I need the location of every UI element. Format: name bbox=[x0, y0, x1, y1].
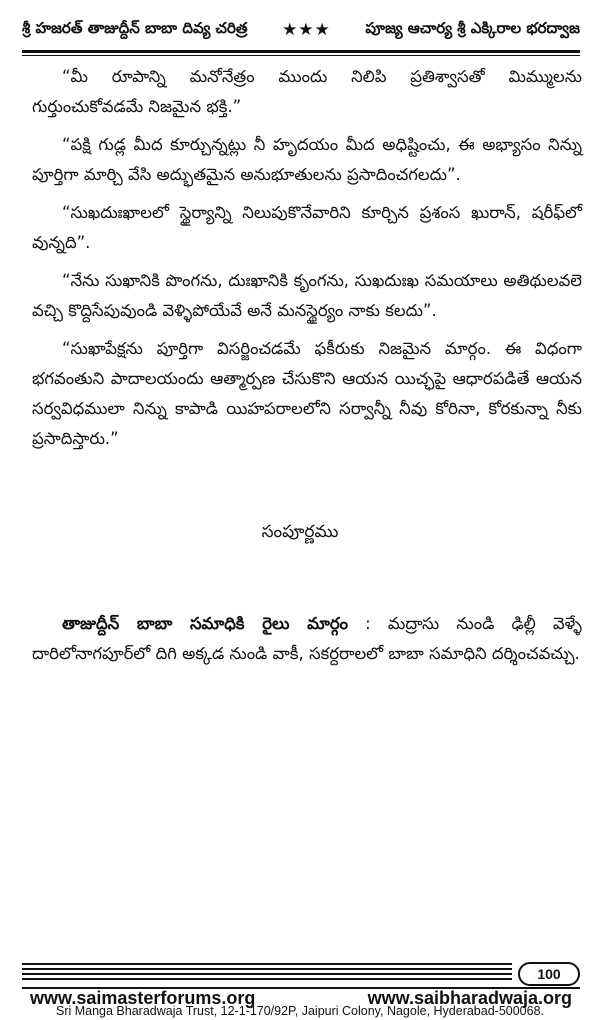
quote-paragraph: “సుఖదుఃఖాలలో స్థైర్యాన్ని నిలుపుకొనేవారిని కూర్చిన ప్రశంస ఖురాన్, షరీఫ్‌లో వున్నది”. bbox=[32, 203, 582, 252]
closing-word: సంపూర్ణము bbox=[261, 522, 339, 542]
website-link-left[interactable]: www.saimasterforums.org bbox=[30, 988, 256, 1008]
book-title: శ్రీ హజరత్ తాజుద్దీన్ బాబా దివ్య చరిత్ర bbox=[22, 19, 248, 37]
body-text bbox=[32, 62, 582, 454]
route-text: : మద్రాసు నుండి ఢిల్లీ వెళ్ళే దారిలోనాగపూర్‌లో దిగి అక్కడ నుండి వాకీ, సకర్దరాలలో బాబా సమాధిని దర్శించవచ్చు. bbox=[32, 613, 582, 663]
author-name: పూజ్య ఆచార్య శ్రీ ఎక్కిరాల భరద్వాజ bbox=[365, 19, 580, 37]
header-rule bbox=[22, 50, 580, 53]
running-header bbox=[22, 10, 580, 50]
quote-paragraph: “పక్షి గుడ్ల మీద కూర్చున్నట్లు నీ హృదయం మీద అధిష్టించు, ఈ అభ్యాసం నిన్ను పూర్తిగా మార్చి వేసి అద్భుతమైన అనుభూతులను ప్రసాదించగలదు”. bbox=[32, 135, 582, 184]
star-ornament-icon: ★★★ bbox=[282, 20, 331, 40]
route-paragraph bbox=[32, 609, 582, 669]
footer-rules bbox=[22, 963, 512, 983]
quote-paragraph: “నేను సుఖానికి పొంగను, దుఃఖానికి కృంగను, సుఖదుఃఖ సమయాలు అతిథులవలె వచ్చి కొద్దిసేపువుండి వెళ్ళిపోయేవే అనే మనస్థైర్యం నాకు కలదు”. bbox=[32, 271, 582, 320]
page-number: 100 bbox=[518, 962, 580, 986]
header-rule-thin bbox=[22, 55, 580, 56]
route-title: తాజుద్దీన్ బాబా సమాధికి రైలు మార్గం bbox=[62, 613, 348, 633]
quote-paragraph: “సుఖాపేక్షను పూర్తిగా విసర్జించడమే ఫకీరుకు నిజమైన మార్గం. ఈ విధంగా భగవంతుని పాదాలయందు ఆత్మార్పణ చేసుకొని ఆయన యిచ్ఛపై ఆధారపడితే ఆయన సర్వవిధములా నిన్ను కాపాడి యిహపరాలలోని సర్వాన్నీ నీవు కోరినా, కోరకున్నా నీకు ప్రసాదిస్తారు.” bbox=[32, 339, 582, 448]
quote-paragraph: “మీ రూపాన్ని మనోనేత్రం ముందు నిలిపి ప్రతిశ్వాసతో మిమ్ములను గుర్తుంచుకోవడమే నిజమైన భక్తి.” bbox=[32, 67, 582, 116]
publisher-address: Sri Manga Bharadwaja Trust, 12-1-170/92P, Jaipuri Colony, Nagole, Hyderabad-500068. bbox=[55, 1004, 545, 1018]
website-link-right[interactable]: www.saibharadwaja.org bbox=[367, 988, 572, 1008]
